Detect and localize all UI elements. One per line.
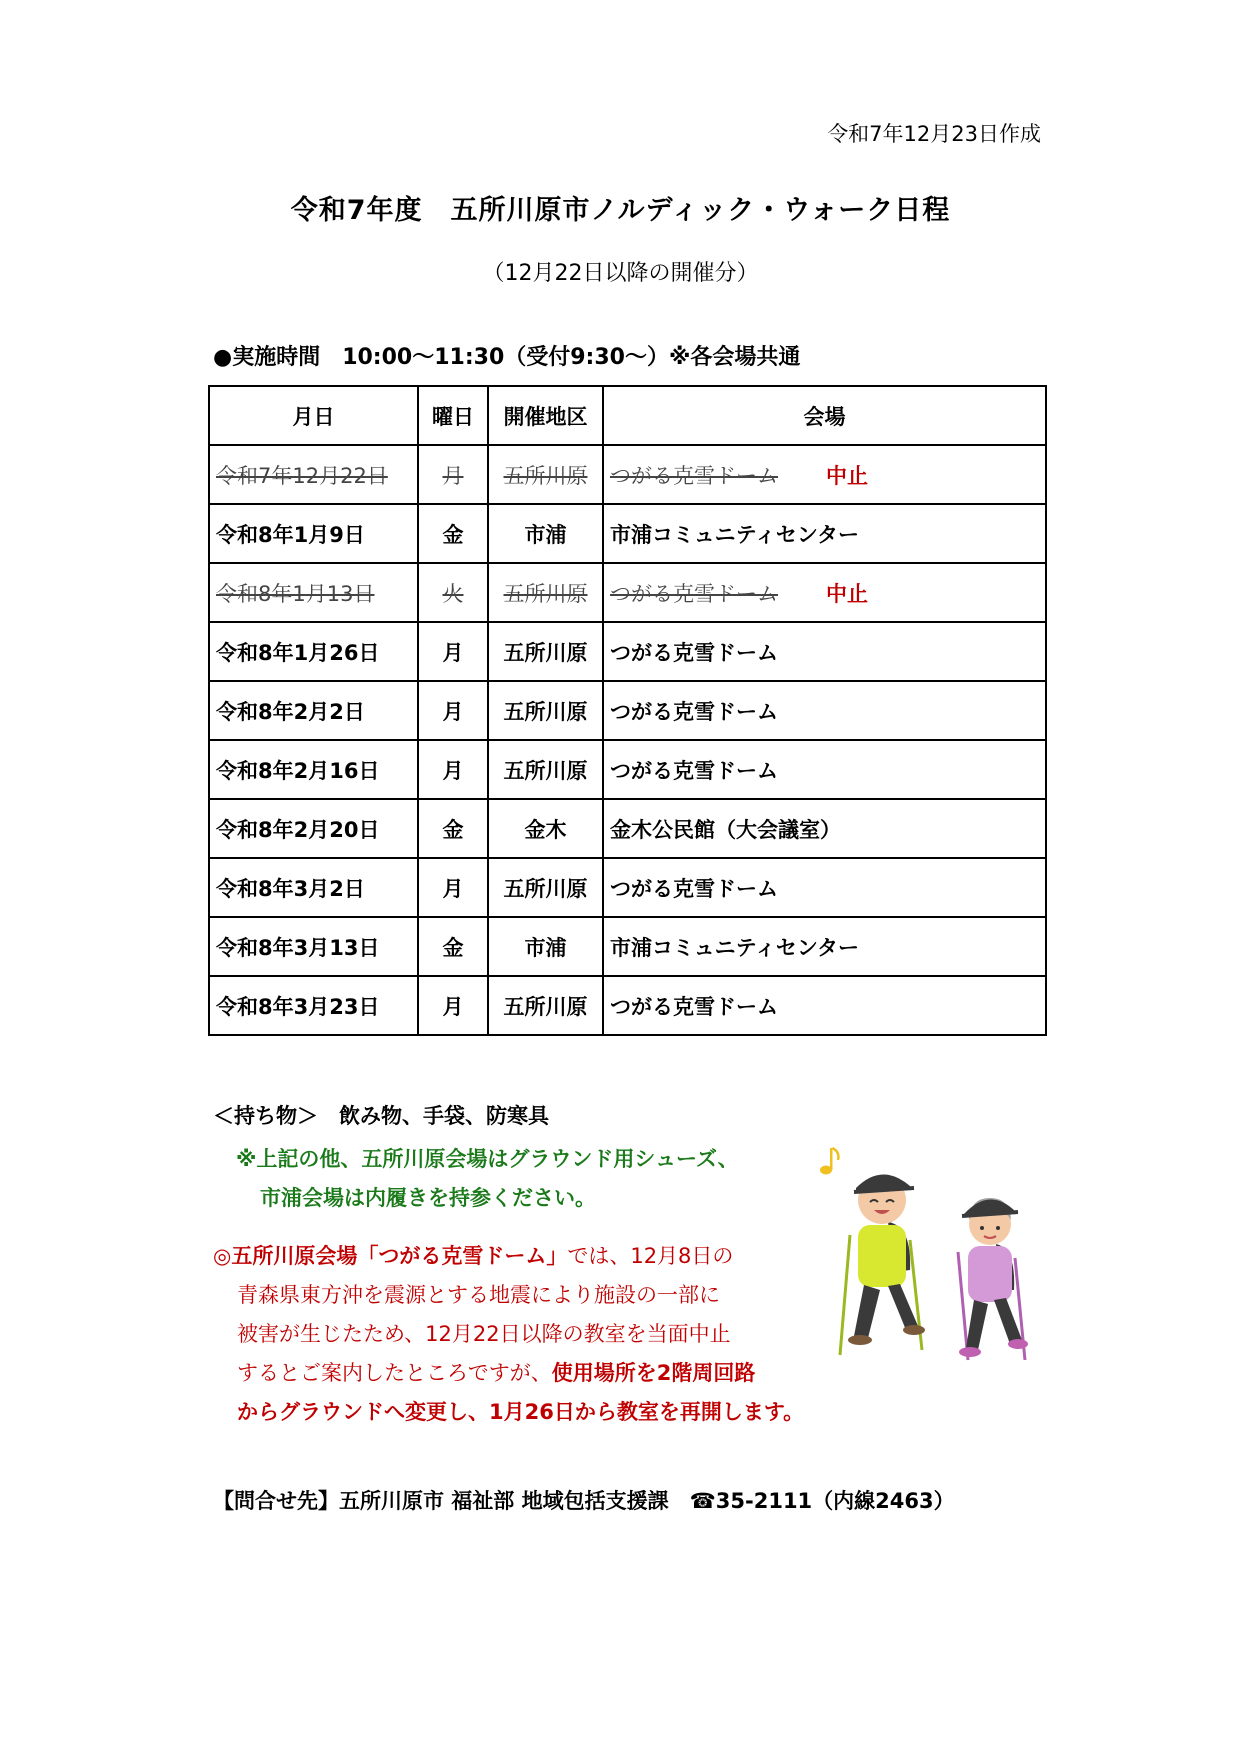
notice-line4: するとご案内したところですが、使用場所を2階周回路 (237, 1361, 756, 1385)
row-venue: 金木公民館（大会議室） (603, 799, 1046, 858)
row-date: 令和8年2月20日 (209, 799, 418, 858)
time-info: ●実施時間 10:00～11:30（受付9:30～）※各会場共通 (213, 345, 801, 370)
cancelled-badge: 中止 (826, 463, 868, 488)
row-date: 令和8年1月9日 (209, 504, 418, 563)
row-area: 五所川原 (488, 976, 603, 1035)
row-area: 五所川原 (488, 563, 603, 622)
table-row (209, 976, 1046, 1035)
header-area: 開催地区 (488, 386, 603, 445)
created-date: 令和7年12月23日作成 (827, 122, 1041, 146)
table-row (209, 681, 1046, 740)
walker-woman-figure (958, 1198, 1028, 1360)
header-date: 月日 (209, 386, 418, 445)
row-date: 令和8年1月26日 (209, 622, 418, 681)
nordic-walkers-illustration (810, 1140, 1080, 1370)
items-to-bring: ＜持ち物＞ 飲み物、手袋、防寒具 (213, 1104, 549, 1128)
row-date: 令和7年12月22日 (209, 445, 418, 504)
table-row (209, 563, 1046, 622)
table-row (209, 445, 1046, 504)
row-area: 金木 (488, 799, 603, 858)
row-venue: つがる克雪ドーム (603, 622, 1046, 681)
header-venue: 会場 (603, 386, 1046, 445)
row-area: 五所川原 (488, 622, 603, 681)
venue-change-notice (213, 1237, 804, 1432)
row-venue: 市浦コミュニティセンター (603, 504, 1046, 563)
row-date: 令和8年2月2日 (209, 681, 418, 740)
shoes-note-line1: ※上記の他、五所川原会場はグラウンド用シューズ、 (236, 1147, 739, 1171)
page-title: 令和7年度 五所川原市ノルディック・ウォーク日程 (290, 195, 951, 226)
table-row (209, 799, 1046, 858)
row-day: 火 (418, 563, 488, 622)
row-day: 金 (418, 799, 488, 858)
row-date: 令和8年3月23日 (209, 976, 418, 1035)
row-venue: つがる克雪ドーム (603, 858, 1046, 917)
table-row (209, 858, 1046, 917)
row-day: 月 (418, 681, 488, 740)
page-subtitle: （12月22日以降の開催分） (482, 261, 759, 286)
row-area: 五所川原 (488, 858, 603, 917)
header-day: 曜日 (418, 386, 488, 445)
row-venue: つがる克雪ドーム (603, 681, 1046, 740)
music-note-icon (820, 1148, 838, 1175)
table-header-row (209, 386, 1046, 445)
schedule-table (208, 385, 1047, 1036)
contact-info: 【問合せ先】五所川原市 福祉部 地域包括支援課 ☎35-2111（内線2463） (213, 1489, 955, 1513)
row-day: 月 (418, 740, 488, 799)
row-area: 五所川原 (488, 740, 603, 799)
row-day: 金 (418, 504, 488, 563)
notice-line1: ◎五所川原会場「つがる克雪ドーム」では、12月8日の (213, 1244, 734, 1268)
notice-line2: 青森県東方沖を震源とする地震により施設の一部に (237, 1283, 720, 1307)
row-day: 月 (418, 976, 488, 1035)
row-venue: つがる克雪ドーム (603, 740, 1046, 799)
cancelled-badge: 中止 (826, 581, 868, 606)
row-date: 令和8年3月13日 (209, 917, 418, 976)
row-day: 金 (418, 917, 488, 976)
table-row (209, 917, 1046, 976)
row-day: 月 (418, 858, 488, 917)
shoes-note (236, 1140, 739, 1218)
row-area: 五所川原 (488, 445, 603, 504)
notice-line3: 被害が生じたため、12月22日以降の教室を当面中止 (237, 1322, 731, 1346)
row-venue: つがる克雪ドーム 中止 (603, 563, 1046, 622)
table-row (209, 622, 1046, 681)
notice-line5: からグラウンドへ変更し、1月26日から教室を再開します。 (237, 1400, 805, 1424)
row-date: 令和8年2月16日 (209, 740, 418, 799)
table-row (209, 504, 1046, 563)
row-date: 令和8年3月2日 (209, 858, 418, 917)
table-row (209, 740, 1046, 799)
shoes-note-line2: 市浦会場は内履きを持参ください。 (260, 1186, 596, 1210)
row-area: 市浦 (488, 917, 603, 976)
walker-man-figure (840, 1174, 925, 1355)
row-date: 令和8年1月13日 (209, 563, 418, 622)
row-venue: つがる克雪ドーム 中止 (603, 445, 1046, 504)
row-day: 月 (418, 445, 488, 504)
row-day: 月 (418, 622, 488, 681)
row-venue: 市浦コミュニティセンター (603, 917, 1046, 976)
row-area: 市浦 (488, 504, 603, 563)
row-venue: つがる克雪ドーム (603, 976, 1046, 1035)
row-area: 五所川原 (488, 681, 603, 740)
